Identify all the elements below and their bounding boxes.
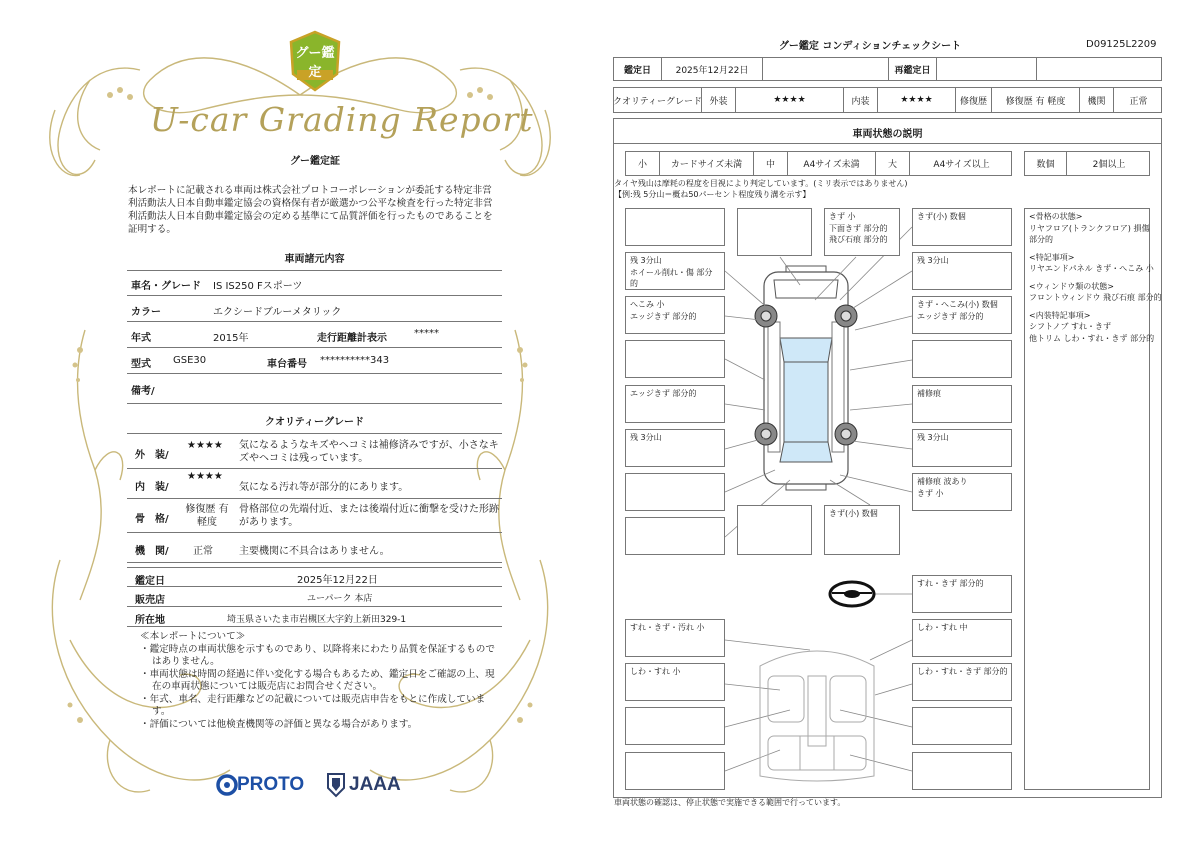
count-legend: 数個 2個以上	[1024, 151, 1150, 176]
note-box	[737, 208, 812, 256]
info-row-shop: 販売店 ユーパーク 本店	[127, 587, 502, 607]
interior-note-right-1: すれ・きず 部分的	[912, 575, 1012, 613]
note-box-right-2: 残 3分山	[912, 252, 1012, 290]
note-box-top-right: きず(小) 数個	[912, 208, 1012, 246]
proto-logo-icon	[216, 773, 238, 797]
note-box	[625, 707, 725, 745]
spec-row-remarks: 備考/	[127, 374, 502, 404]
jaaa-logo-text: JAAA	[349, 774, 401, 795]
note-box-left-3: へこみ 小 エッジきず 部分的	[625, 296, 725, 334]
sheet-footer: 車両状態の確認は、停止状態で実施できる範囲で行っています。	[614, 798, 846, 807]
info-row-date: 鑑定日 2025年12月22日	[127, 567, 502, 587]
document-id: D09125L2209	[1086, 39, 1157, 50]
note-box-right-5: 補修痕	[912, 385, 1012, 423]
notes-heading: ≪本レポートについて≫	[140, 631, 246, 642]
note-box-right-7: 補修痕 波あり きず 小	[912, 473, 1012, 511]
note-box-left-6: 残 3分山	[625, 429, 725, 467]
grade-row: クオリティーグレード 外装 ★★★★ 内装 ★★★★ 修復歴 修復歴 有 軽度 機関 正常	[613, 87, 1162, 113]
note-item: ・評価については他検査機関等の評価と異なる場合があります。	[140, 718, 418, 730]
certificate-title: グー鑑定証	[290, 156, 340, 167]
spec-row-color: カラー エクシードブルーメタリック	[127, 296, 502, 322]
size-legend: 小 カードサイズ未満 中 A4サイズ未満 大 A4サイズ以上	[625, 151, 1012, 176]
report-notes	[140, 631, 498, 731]
info-row-address: 所在地 埼玉県さいたま市岩槻区大字釣上新田329-1	[127, 607, 502, 627]
car-interior-diagram-icon	[750, 636, 884, 786]
quality-row-engine: 機 関/ 正常 主要機関に不具合はありません。	[127, 533, 502, 563]
spec-row-year: 年式 2015年 走行距離計表示 *****	[127, 322, 502, 348]
note-box	[912, 340, 1012, 378]
spec-row-name: 車名・グレード IS IS250 Fスポーツ	[127, 270, 502, 296]
interior-note-left-2: すれ・きず・汚れ 小	[625, 619, 725, 657]
note-box	[625, 517, 725, 555]
proto-logo-text: PROTO	[237, 774, 305, 795]
note-box-right-3: きず・へこみ(小) 数個 エッジきず 部分的	[912, 296, 1012, 334]
tire-note-2: 【例:残 5分山＝概ね50パーセント程度残り溝を示す】	[614, 190, 811, 199]
note-box	[912, 707, 1012, 745]
footer-logos	[216, 772, 416, 798]
note-box-top-center: きず 小 下面きず 部分的 飛び石痕 部分的	[824, 208, 900, 256]
note-box	[625, 208, 725, 246]
badge-label: グー鑑定	[295, 46, 335, 80]
note-box-bottom-center: きず(小) 数個	[824, 505, 900, 555]
condition-heading: 車両状態の説明	[852, 129, 923, 140]
quality-heading: クオリティーグレード	[265, 417, 364, 428]
note-box-left-2: 残 3分山 ホイール削れ・傷 部分的	[625, 252, 725, 290]
note-box	[912, 752, 1012, 790]
quality-row-interior: 内 装/ ★★★★ 気になる汚れ等が部分的にあります。	[127, 469, 502, 499]
condition-check-sheet	[600, 0, 1200, 848]
note-item: ・年式、車名、走行距離などの記載については販売店申告をもとに作成しています。	[140, 693, 486, 717]
interior-note-right-3: しわ・すれ・きず 部分的	[912, 663, 1012, 701]
note-box	[737, 505, 812, 555]
note-box	[625, 473, 725, 511]
spec-heading: 車両諸元内容	[284, 254, 345, 265]
date-row: 鑑定日 2025年12月22日 再鑑定日	[613, 57, 1162, 81]
note-item: ・鑑定時点の車両状態を示すものであり、以降将来にわたり品質を保証するものではありません。	[140, 643, 495, 667]
interior-note-left-3: しわ・すれ 小	[625, 663, 725, 701]
steering-wheel-icon	[828, 580, 876, 608]
quality-row-frame: 骨 格/ 修復歴 有 軽度 骨格部位の先端付近、または後端付近に衝撃を受けた形跡があります。	[127, 499, 502, 533]
note-box-right-6: 残 3分山	[912, 429, 1012, 467]
side-notes-panel: <骨格の状態> リヤフロア(トランクフロア) 損傷 部分的 <特記事項> リヤエンドパネル きず・へこみ 小 <ウィンドウ類の状態> フロントウィンドウ 飛び石痕 部分的 <内装特記事項> シフトノブ すれ・きず 他トリム しわ・すれ・きず 部分的	[1024, 208, 1150, 790]
jaaa-logo-icon	[326, 772, 346, 798]
quality-row-exterior: 外 装/ ★★★★ 気になるようなキズやヘコミは補修済みですが、小さなキズやヘコミは残っています。	[127, 433, 502, 469]
note-box	[625, 340, 725, 378]
interior-note-right-2: しわ・すれ 中	[912, 619, 1012, 657]
note-box	[625, 752, 725, 790]
script-title: U-car Grading Report	[150, 100, 534, 139]
spec-row-model: 型式 GSE30 車台番号 **********343	[127, 348, 502, 374]
tire-note-1: タイヤ残山は摩耗の程度を目視により判定しています。(ミリ表示ではありません)	[614, 179, 908, 188]
sheet-title: グー鑑定 コンディションチェックシート	[778, 41, 962, 52]
certificate-intro: 本レポートに記載される車両は株式会社プロトコーポレーションが委託する特定非営利活動法人日本自動車鑑定協会の資格保有者が厳選かつ公平な検査を行った特定非営利活動法人日本自動車鑑定協会の定める基準にて品質評価を行ったものであることを証明する。	[128, 185, 493, 235]
note-item: ・車両状態は時間の経過に伴い変化する場合もあるため、鑑定日をご確認の上、現在の車両状態については販売店にお問合せください。	[140, 668, 495, 692]
note-box-left-5: エッジきず 部分的	[625, 385, 725, 423]
